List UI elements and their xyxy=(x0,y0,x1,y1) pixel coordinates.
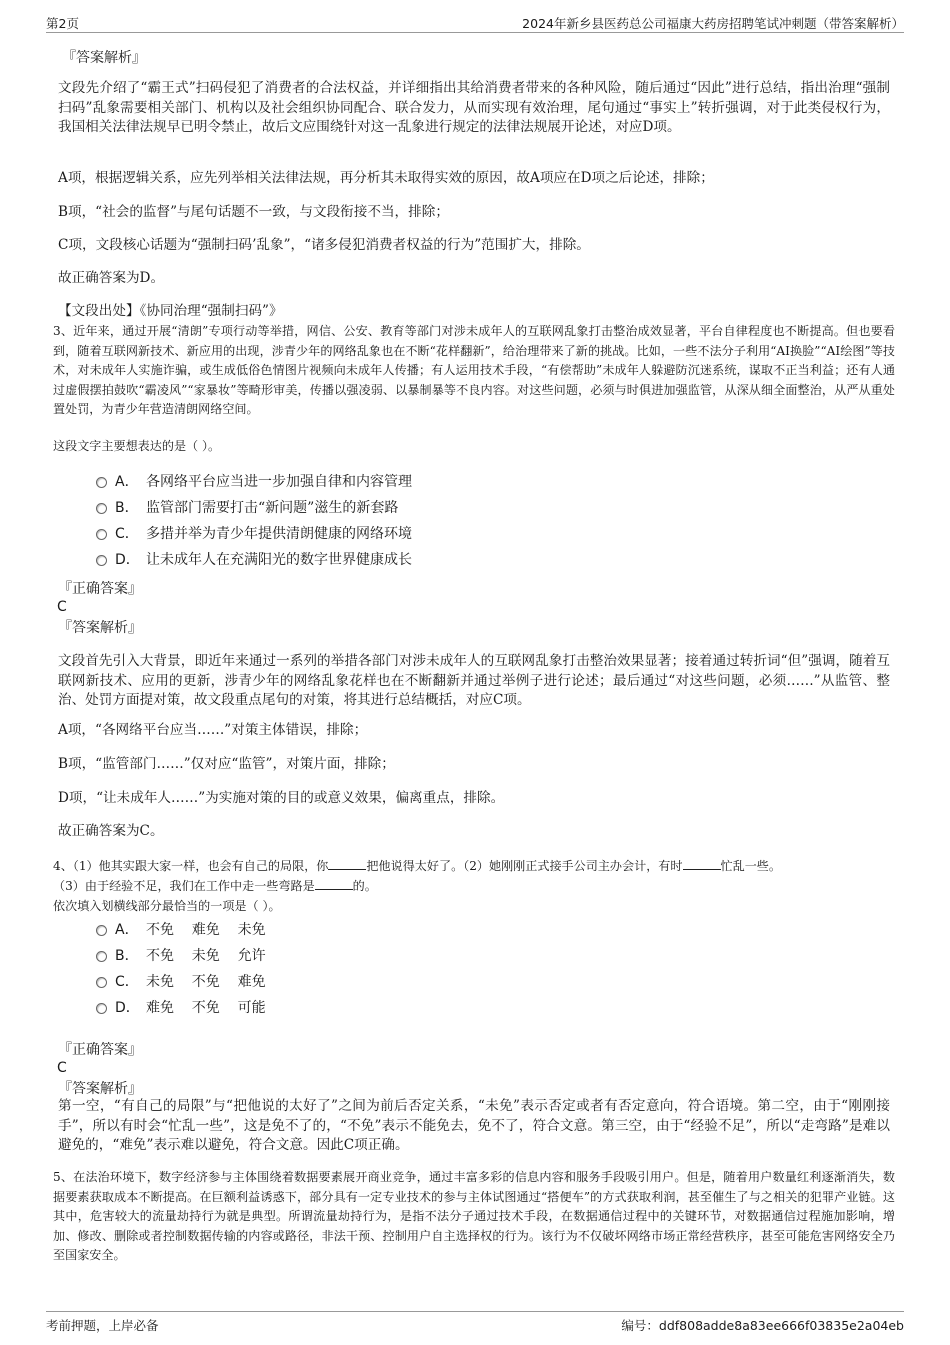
option-letter: A． xyxy=(115,922,139,938)
q3-explain-tag: 『答案解析』 xyxy=(58,620,142,636)
q3-question: 3、近年来，通过开展“清朗”专项行动等举措，网信、公安、教育等部门对涉未成年人的互联网乱象打击整治成效显著，平台自律程度也不断提高。但也要看到，随着互联网新技术、新应用的出现，涉青少年的网络乱象也在不断“花样翻新”，给治理带来了新的挑战。比如，一些不法分子利用“AI换脸”“AI绘图”等技术，对未成年人实施诈骗，或生成低俗色情图片视频向未成年人传播；有人运用技术手段，“有偿帮助”未成年人躲避防沉迷系统，谋取不正当利益；还有人通过虚假摆拍鼓吹“霸凌风”“家暴妆”等畸形审美，传播以强凌弱、以暴制暴等不良内容。对这些问题，必须与时俱进加强监管，从深从细全面整治，从严从重处置处罚，为青少年营造清朗网络空间。 xyxy=(53,324,895,416)
document-title: 2024年新乡县医药总公司福康大药房招聘笔试冲刺题（带答案解析） xyxy=(522,16,904,31)
radio-icon[interactable] xyxy=(96,529,107,540)
q3-prompt: 这段文字主要想表达的是（ ）。 xyxy=(53,439,221,453)
page-footer xyxy=(46,1311,904,1332)
q3-explain-para5: 故正确答案为C。 xyxy=(58,823,164,839)
q3-explain-para1: 文段首先引入大背景，即近年来通过一系列的举措各部门对涉未成年人的互联网乱象打击整治效果显著；接着通过转折词“但”强调，随着互联网新技术、应用的更新，涉青少年的网络乱象花样也在不断翻新并通过举例子进行论述；最后通过“对这些问题，必须……”从监管、整治、处罚方面提对策，故文段重点尾句的对策，将其进行总结概括，对应C项。 xyxy=(58,653,890,708)
q4-explain: 第一空，“有自己的局限”与“把他说的太好了”之间为前后否定关系，“未免”表示否定或者有否定意向，符合语境。第二空，由于“刚刚接手”，所以有时会“忙乱一些”，这是免不了的，“不免”表示不能免去，免不了，符合文意。第三空，由于“经验不足”，所以“走弯路”是难以避免的，“难免”表示难以避免，符合文意。因此C项正确。 xyxy=(58,1098,890,1153)
radio-icon[interactable] xyxy=(96,555,107,566)
option-letter: C． xyxy=(115,526,139,542)
q3-explain-para2: A项，“各网络平台应当……”对策主体错误，排除； xyxy=(58,722,368,738)
option-letter: B． xyxy=(115,948,139,964)
q2-explain-para5: 故正确答案为D。 xyxy=(58,270,165,286)
q4-answer-tag: 『正确答案』 xyxy=(58,1042,142,1058)
option-letter: A． xyxy=(115,474,139,490)
option-letter: D． xyxy=(115,1000,140,1016)
q4-line1 xyxy=(53,857,903,877)
radio-icon[interactable] xyxy=(96,477,107,488)
option-text: 难免 不免 可能 xyxy=(146,1000,266,1016)
q3-explain-para4: D项，“让未成年人……”为实施对策的目的或意义效果，偏离重点，排除。 xyxy=(58,790,505,806)
q4-text-2b: 的。 xyxy=(352,879,377,893)
option-letter: C． xyxy=(115,974,139,990)
q5-question: 5、在法治环境下，数字经济参与主体围绕着数据要素展开商业竞争，通过丰富多彩的信息内容和服务手段吸引用户。但是，随着用户数量红利逐渐消失，数据要素获取成本不断提高。在巨额利益诱惑下，部分具有一定专业技术的参与主体试图通过“搭便车”的方式获取利润，甚至催生了与之相关的犯罪产业链。这其中，危害较大的流量劫持行为就是典型。所谓流量劫持行为，是指不法分子通过技术手段，在数据通信过程中的关键环节，对数据通信过程施加影响，增加、修改、删除或者控制数据传输的内容或路径，非法干预、控制用户自主选择权的行为。该行为不仅破坏网络市场正常经营秩序，甚至可能危害网络安全乃至国家安全。 xyxy=(53,1170,895,1262)
option-letter: D． xyxy=(115,552,140,568)
q4-prompt: 依次填入划横线部分最恰当的一项是（ ）。 xyxy=(53,899,281,913)
q2-explain-para2: A项，根据逻辑关系，应先列举相关法律法规，再分析其未取得实效的原因，故A项应在D项之后论述，排除； xyxy=(58,170,714,186)
q2-explain-para4: C项，文段核心话题为“强制扫码’乱象”，“诸多侵犯消费者权益的行为”范围扩大，排除。 xyxy=(58,237,590,253)
radio-icon[interactable] xyxy=(96,925,107,936)
q4-text-1b: 把他说得太好了。（2）她刚刚正式接手公司主办会计，有时 xyxy=(366,859,683,873)
page-header xyxy=(46,12,904,33)
q3-answer-tag: 『正确答案』 xyxy=(58,581,142,597)
q4-line2 xyxy=(53,877,895,897)
q2-explain-para3: B项，“社会的监督”与尾句话题不一致，与文段衔接不当，排除； xyxy=(58,204,449,220)
q4-blank-2 xyxy=(683,857,721,870)
q4-text-2a: （3）由于经验不足，我们在工作中走一些弯路是 xyxy=(53,879,315,893)
option-text: 多措并举为青少年提供清朗健康的网络环境 xyxy=(146,526,412,542)
footer-slogan: 考前押题，上岸必备 xyxy=(46,1318,159,1333)
q4-explain-tag: 『答案解析』 xyxy=(58,1081,142,1097)
page-number: 第2页 xyxy=(46,16,79,31)
q2-explain-tag: 『答案解析』 xyxy=(62,50,146,66)
option-text: 不免 难免 未免 xyxy=(146,922,266,938)
option-text: 监管部门需要打击“新问题”滋生的新套路 xyxy=(146,500,399,516)
option-text: 未免 不免 难免 xyxy=(146,974,266,990)
q3-explain-para3: B项，“监管部门……”仅对应“监管”，对策片面，排除； xyxy=(58,756,395,772)
option-text: 不免 未免 允许 xyxy=(146,948,266,964)
radio-icon[interactable] xyxy=(96,1003,107,1014)
q2-explain-para1: 文段先介绍了“霸王式”扫码侵犯了消费者的合法权益，并详细指出其给消费者带来的各种风险，随后通过“因此”进行总结，指出治理“强制扫码”乱象需要相关部门、机构以及社会组织协同配合、联合发力，从而实现有效治理，尾句通过“事实上”转折强调，对于此类侵权行为，我国相关法律法规早已明令禁止，故后文应围绕针对这一乱象进行规定的法律法规展开论述，对应D项。 xyxy=(58,80,890,135)
radio-icon[interactable] xyxy=(96,951,107,962)
q4-blank-3 xyxy=(315,877,353,890)
option-letter: B． xyxy=(115,500,139,516)
q4-text-1a: 4、（1）他其实跟大家一样，也会有自己的局限，你 xyxy=(53,859,329,873)
q2-source: 【文段出处】《协同治理“强制扫码”》 xyxy=(58,303,283,319)
option-text: 让未成年人在充满阳光的数字世界健康成长 xyxy=(146,552,412,568)
q3-answer: C xyxy=(57,599,67,615)
q4-answer: C xyxy=(57,1060,67,1076)
option-text: 各网络平台应当进一步加强自律和内容管理 xyxy=(146,474,412,490)
radio-icon[interactable] xyxy=(96,977,107,988)
q4-text-1c: 忙乱一些。 xyxy=(720,859,781,873)
document-id: 编号：ddf808adde8a83ee666f03835e2a04eb xyxy=(621,1318,904,1333)
radio-icon[interactable] xyxy=(96,503,107,514)
q4-blank-1 xyxy=(328,857,366,870)
